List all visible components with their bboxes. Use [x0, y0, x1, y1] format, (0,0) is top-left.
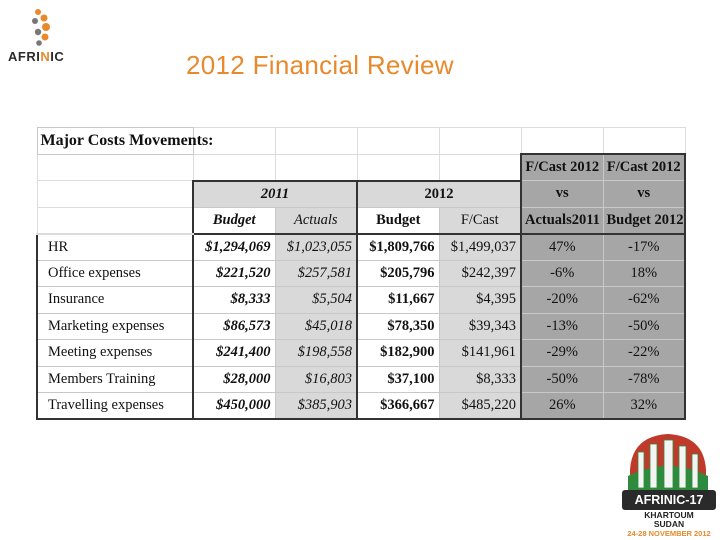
budget-2011-cell: $1,294,069 [193, 234, 275, 261]
fcast-vs-actuals-header-line2: vs [521, 181, 603, 208]
budget-2012-cell: $1,809,766 [357, 234, 439, 261]
actuals-2011-cell: $5,504 [275, 287, 357, 314]
row-label: Insurance [37, 287, 193, 314]
vs-actuals-cell: -13% [521, 313, 603, 340]
vs-budget-cell: -62% [603, 287, 685, 314]
col-budget-2012: Budget [357, 207, 439, 234]
vs-budget-cell: -22% [603, 340, 685, 367]
fcast-vs-budget-header-line1: F/Cast 2012 [603, 154, 685, 181]
group-2011-header: 2011 [193, 181, 357, 208]
vs-budget-cell: 18% [603, 260, 685, 287]
vs-actuals-cell: -50% [521, 366, 603, 393]
budget-2011-cell: $450,000 [193, 393, 275, 420]
actuals-2011-cell: $198,558 [275, 340, 357, 367]
header-row-3 [37, 207, 685, 234]
actuals-2011-cell: $45,018 [275, 313, 357, 340]
afrinic-logo-text: AFRINIC [8, 49, 65, 64]
costs-table [36, 127, 684, 420]
page-title: 2012 Financial Review [186, 50, 454, 80]
budget-2011-cell: $28,000 [193, 366, 275, 393]
fcast-2012-cell: $141,961 [439, 340, 521, 367]
budget-2011-cell: $8,333 [193, 287, 275, 314]
table-row [37, 234, 685, 261]
table-row [37, 313, 685, 340]
budget-2012-cell: $78,350 [357, 313, 439, 340]
event-city: KHARTOUM [644, 510, 694, 520]
budget-2012-cell: $205,796 [357, 260, 439, 287]
budget-2012-cell: $366,667 [357, 393, 439, 420]
actuals-2011-cell: $385,903 [275, 393, 357, 420]
budget-2011-cell: $86,573 [193, 313, 275, 340]
fcast-vs-budget-header-line3: Budget 2012 [603, 207, 685, 234]
table-row [37, 287, 685, 314]
col-fcast-2012: F/Cast [439, 207, 521, 234]
actuals-2011-cell: $257,581 [275, 260, 357, 287]
event-name: AFRINIC-17 [622, 490, 716, 510]
vs-actuals-cell: -6% [521, 260, 603, 287]
table-caption: Major Costs Movements: [37, 128, 193, 155]
fcast-2012-cell: $485,220 [439, 393, 521, 420]
row-label: HR [37, 234, 193, 261]
vs-actuals-cell: 26% [521, 393, 603, 420]
vs-actuals-cell: -29% [521, 340, 603, 367]
vs-actuals-cell: 47% [521, 234, 603, 261]
table-row [37, 393, 685, 420]
header-row-1 [37, 154, 685, 181]
budget-2012-cell: $182,900 [357, 340, 439, 367]
event-dates: 24-28 NOVEMBER 2012 [627, 529, 711, 538]
row-label: Marketing expenses [37, 313, 193, 340]
vs-budget-cell: 32% [603, 393, 685, 420]
row-label: Members Training [37, 366, 193, 393]
table-caption-row [37, 128, 685, 155]
header-row-2 [37, 181, 685, 208]
fcast-vs-budget-header-line2: vs [603, 181, 685, 208]
col-actuals-2011: Actuals [275, 207, 357, 234]
table-row [37, 260, 685, 287]
budget-2012-cell: $37,100 [357, 366, 439, 393]
row-label: Meeting expenses [37, 340, 193, 367]
vs-budget-cell: -50% [603, 313, 685, 340]
actuals-2011-cell: $16,803 [275, 366, 357, 393]
vs-budget-cell: -78% [603, 366, 685, 393]
fcast-vs-actuals-header-line3: Actuals2011 [521, 207, 603, 234]
fcast-2012-cell: $1,499,037 [439, 234, 521, 261]
row-label: Office expenses [37, 260, 193, 287]
event-location [622, 511, 716, 529]
fcast-2012-cell: $242,397 [439, 260, 521, 287]
row-label: Travelling expenses [37, 393, 193, 420]
fcast-vs-actuals-header-line1: F/Cast 2012 [521, 154, 603, 181]
event-country: SUDAN [653, 519, 685, 529]
group-2012-header: 2012 [357, 181, 521, 208]
vs-budget-cell: -17% [603, 234, 685, 261]
budget-2011-cell: $221,520 [193, 260, 275, 287]
table-row [37, 340, 685, 367]
budget-2012-cell: $11,667 [357, 287, 439, 314]
fcast-2012-cell: $39,343 [439, 313, 521, 340]
budget-2011-cell: $241,400 [193, 340, 275, 367]
table-row [37, 366, 685, 393]
vs-actuals-cell: -20% [521, 287, 603, 314]
fcast-2012-cell: $8,333 [439, 366, 521, 393]
actuals-2011-cell: $1,023,055 [275, 234, 357, 261]
col-budget-2011: Budget [193, 207, 275, 234]
fcast-2012-cell: $4,395 [439, 287, 521, 314]
